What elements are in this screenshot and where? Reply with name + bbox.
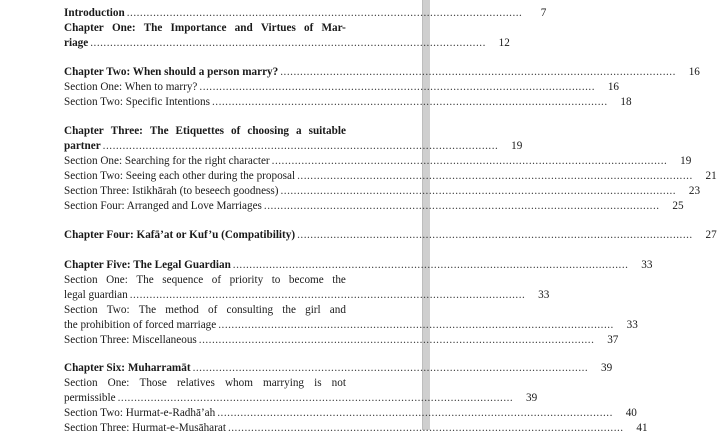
toc-entry-page: 33 (626, 319, 638, 331)
word: and (329, 304, 346, 316)
word: of (208, 304, 218, 316)
leader-dots: ........................................................................................................................ (217, 407, 613, 419)
word: Those (139, 377, 167, 389)
leader-dots: ........................................................................................................................ (199, 81, 596, 93)
toc-entry-section-line1[interactable] (64, 376, 346, 391)
toc-entry-chapter-one-line2[interactable] (64, 36, 510, 51)
toc-entry-page: 39 (526, 392, 538, 404)
word: relatives (176, 377, 215, 389)
toc-entry-section-line2[interactable] (64, 288, 550, 303)
word: Mar- (321, 22, 346, 34)
word: The (149, 125, 169, 137)
toc-entry-section[interactable] (64, 406, 637, 421)
leader-dots: ........................................................................................................................ (218, 319, 614, 331)
toc-entry-title: Section Three: Istikhārah (to beseech goodness) (64, 185, 279, 197)
toc-entry-page: 16 (607, 81, 620, 93)
word: of (231, 125, 241, 137)
toc-entry-page: 16 (688, 66, 700, 78)
toc-entry-title: Chapter Five: The Legal Guardian (64, 259, 231, 271)
justified-line (64, 273, 346, 288)
toc-entry-section-line2[interactable] (64, 318, 638, 333)
word: Three: (110, 125, 143, 137)
word: choosing (247, 125, 290, 137)
word: a (296, 125, 302, 137)
toc-entry-page: 21 (705, 170, 717, 182)
toc-entry-chapter-three-line1[interactable] (64, 124, 346, 139)
word: become (288, 274, 324, 286)
toc-entry-title: Chapter Two: When should a person marry? (64, 66, 279, 78)
toc-entry-title: Section Two: Hurmat-e-Radhā’ah (64, 407, 216, 419)
leader-dots: ........................................................................................................................ (232, 259, 629, 271)
toc-entry-section[interactable] (64, 421, 648, 436)
toc-entry-page: 33 (538, 289, 550, 301)
toc-entry-section[interactable] (64, 95, 632, 110)
word: The (136, 274, 154, 286)
toc-entry-title: Section One: Searching for the right character (64, 155, 270, 167)
toc-entry-title: Section Three: Miscellaneous (64, 334, 197, 346)
word: the (282, 304, 296, 316)
toc-entry-section-line1[interactable] (64, 303, 346, 318)
word: The (143, 22, 163, 34)
toc-entry-title: Section One: When to marry? (64, 81, 198, 93)
word: priority (229, 274, 264, 286)
word: One: (111, 22, 136, 34)
toc-entry-title: Introduction (64, 7, 125, 19)
toc-entry-page: 19 (680, 155, 692, 167)
toc-entry-title: legal guardian (64, 289, 128, 301)
toc-entry-page: 39 (601, 362, 613, 374)
toc-entry-section[interactable] (64, 80, 620, 95)
toc-entry-page: 33 (641, 259, 653, 271)
leader-dots: ........................................................................................................................ (280, 66, 676, 78)
toc-entry-title: riage (64, 37, 89, 49)
toc-entry-title: Section Two: Seeing each other during the proposal (64, 170, 296, 182)
word: to (271, 274, 281, 286)
word: Importance (170, 22, 227, 34)
word: Section (64, 304, 98, 316)
toc-entry-section[interactable] (64, 154, 692, 169)
toc-entry-chapter-six[interactable] (64, 361, 613, 376)
word: not (331, 377, 346, 389)
toc-entry-chapter-one-line1[interactable] (64, 21, 346, 36)
justified-line (64, 21, 346, 36)
toc-entry-page: 41 (636, 422, 648, 434)
leader-dots: ........................................................................................................................ (280, 185, 677, 197)
toc-entry-chapter-four[interactable] (64, 228, 717, 243)
word: the (332, 274, 346, 286)
toc-entry-chapter-three-line2[interactable] (64, 139, 523, 154)
toc-entry-section[interactable] (64, 169, 717, 184)
word: sequence (162, 274, 204, 286)
toc-entry-page: 40 (625, 407, 637, 419)
word: method (165, 304, 199, 316)
leader-dots: ........................................................................................................................ (126, 7, 523, 19)
leader-dots: ........................................................................................................................ (271, 155, 668, 167)
toc-entry-section[interactable] (64, 333, 619, 348)
word: Etiquettes (175, 125, 225, 137)
toc-entry-title: Section Three: Hurmat-e-Musāharat (64, 422, 226, 434)
toc-entry-title: Chapter Six: Muharramāt (64, 362, 191, 374)
toc-entry-section-line1[interactable] (64, 273, 346, 288)
toc-entry-page: 19 (511, 140, 523, 152)
word: Chapter (64, 125, 104, 137)
leader-dots: ........................................................................................................................ (198, 334, 595, 346)
toc-entry-section[interactable] (64, 199, 684, 214)
toc-entry-title: Chapter Four: Kafā’at or Kuf’u (Compatibility) (64, 229, 296, 241)
toc-entry-title: Section Four: Arranged and Love Marriages (64, 200, 262, 212)
word: and (234, 22, 253, 34)
leader-dots: ........................................................................................................................ (211, 96, 608, 108)
word: Virtues (260, 22, 296, 34)
toc-entry-page: 25 (672, 200, 684, 212)
word: is (314, 377, 322, 389)
toc-entry-section-line2[interactable] (64, 391, 538, 406)
justified-line (64, 376, 346, 391)
word: Two: (106, 304, 130, 316)
leader-dots: ........................................................................................................................ (102, 140, 499, 152)
toc-entry-title: the prohibition of forced marriage (64, 319, 217, 331)
toc-entry-page: 23 (688, 185, 701, 197)
word: of (211, 274, 222, 286)
word: The (138, 304, 157, 316)
toc-entry-chapter-five[interactable] (64, 258, 653, 273)
justified-line (64, 124, 346, 139)
word: of (304, 22, 314, 34)
word: One: (106, 274, 128, 286)
toc-entry-chapter-two[interactable] (64, 65, 700, 80)
toc-entry-section[interactable] (64, 184, 701, 199)
leader-dots: ........................................................................................................................ (117, 392, 514, 404)
word: girl (305, 304, 321, 316)
toc-entry-page: 27 (705, 229, 717, 241)
word: consulting (226, 304, 274, 316)
toc-entry-title: Section Two: Specific Intentions (64, 96, 210, 108)
word: One: (107, 377, 130, 389)
word: Section (64, 274, 98, 286)
leader-dots: ........................................................................................................................ (129, 289, 526, 301)
toc-entry-title: permissible (64, 392, 116, 404)
word: whom (224, 377, 253, 389)
leader-dots: ........................................................................................................................ (90, 37, 486, 49)
word: Section (64, 377, 98, 389)
leader-dots: ........................................................................................................................ (297, 229, 693, 241)
leader-dots: ........................................................................................................................ (192, 362, 589, 374)
toc-entry-page: 7 (540, 7, 547, 19)
toc-entry-page: 12 (498, 37, 510, 49)
toc-entry-introduction[interactable] (64, 6, 547, 21)
toc-entry-page: 18 (620, 96, 632, 108)
leader-dots: ........................................................................................................................ (227, 422, 624, 434)
word: marrying (263, 377, 305, 389)
word: suitable (308, 125, 346, 137)
leader-dots: ........................................................................................................................ (263, 200, 660, 212)
toc-entry-page: 37 (607, 334, 619, 346)
word: Chapter (64, 22, 104, 34)
justified-line (64, 303, 346, 318)
toc-entry-title: partner (64, 140, 101, 152)
leader-dots: ........................................................................................................................ (297, 170, 693, 182)
